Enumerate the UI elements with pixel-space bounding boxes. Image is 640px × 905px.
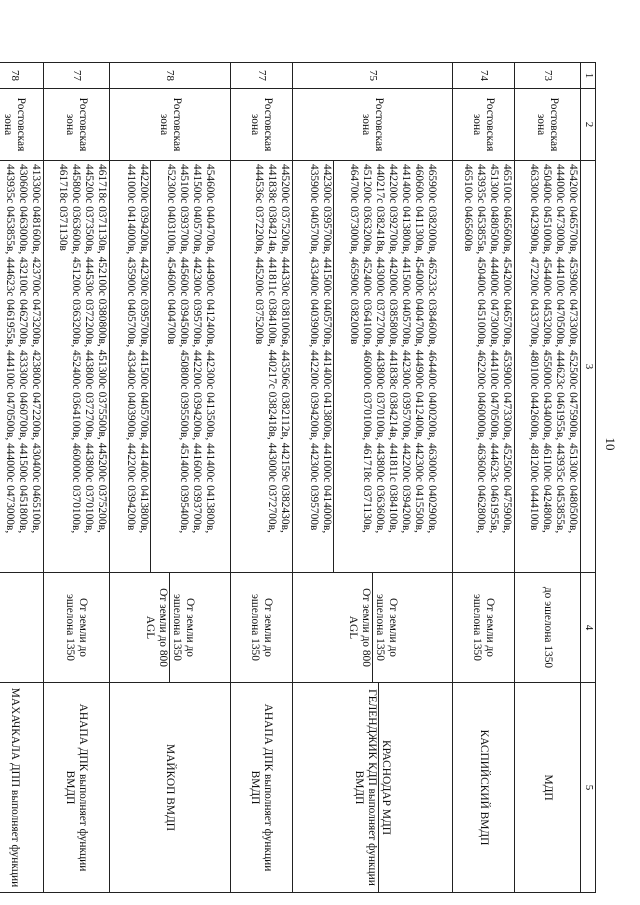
header-col-3: 3 <box>581 161 596 573</box>
row-number: 77 <box>231 63 293 89</box>
zone-cell: Ростовская зона <box>0 89 44 161</box>
table-row <box>110 63 231 893</box>
zone-cell: Ростовская зона <box>110 89 231 161</box>
row-number: 78 <box>0 63 44 89</box>
limits-cell <box>0 573 44 683</box>
row-number: 74 <box>453 63 515 89</box>
unit-cell: МДП <box>515 683 581 893</box>
row-number: 77 <box>44 63 110 89</box>
unit-cell <box>293 683 453 893</box>
coordinates-cell: 465100с 0465600в, 454200с 0465700в, 453900с 0473300в, 452500с 0475900в, 451300с 0480500в, 444000с 0473000в, 444100с 0470500в, 444623с 0461955в, 443935с 0453855в, 450400с 0451000в, 462200с 0460000в, 463600с 0462800в, 465100с 0465600в <box>453 161 515 573</box>
table-row <box>515 63 581 893</box>
zone-cell: Ростовская зона <box>293 89 453 161</box>
row-number: 73 <box>515 63 581 89</box>
table-row <box>0 63 44 893</box>
coordinates-subcell: 442200с 0394200в, 442300с 0395700в, 441500с 0405700в, 441400с 0413800в, 441000с 0414000в, 435900с 0405700в, 433400с 0403900в, 442200с 0394200в <box>124 161 151 572</box>
coordinates-cell: 445200с 0375200в, 444330с 0381006в, 443506с 0382112в, 442159с 0382430в, 441838с 0384214в, 441811с 0384100в, 440217с 0382418в, 443000с 0372700в, 444536с 0372200в, 445200с 0375200в <box>231 161 293 573</box>
unit-cell: МАЙКОП ВМДП <box>110 683 231 893</box>
unit-subcell: ГЕЛЕНДЖИК КДП выполняет функции ВМДП <box>353 683 380 892</box>
zone-cell: Ростовская зона <box>453 89 515 161</box>
coordinates-cell <box>110 161 231 573</box>
unit-cell: МАХАЧКАЛА ДПП выполняет функции <box>0 683 44 893</box>
limits-cell <box>293 573 453 683</box>
header-col-1: 1 <box>581 63 596 89</box>
zone-cell: Ростовская зона <box>44 89 110 161</box>
table-header-row <box>581 63 596 893</box>
page-number: 10 <box>603 437 618 451</box>
coordinates-cell: 454200с 0465700в, 453900с 0473300в, 452500с 0475900в, 451300с 0480500в, 444000с 0473000в, 444100с 0470500в, 444623с 0461955в, 443935с 0453855в, 450400с 0451000в, 454400с 0453200в, 455000с 0434000в, 461100с 0424800в, 463300с 0423900в, 472200с 0433700в, 480100с 0442600в, 481200с 0444100в <box>515 161 581 573</box>
row-number: 75 <box>293 63 453 89</box>
zone-cell: Ростовская зона <box>231 89 293 161</box>
rotated-table-wrapper <box>2 62 596 892</box>
coordinates-cell: 413300с 0481600в, 423700с 0473200в, 423800с 0472200в, 430400с 0465100в, 430600с 0463000в, 432100с 0462700в, 433300с 0460700в, 441500с 0451800в, 443935с 0453855в, 444623с 0461955в, 444100с 0470500в, 444000с 0473000в, <box>0 161 44 573</box>
unit-cell: АНАПА ДПК выполняет функции ВМДП <box>231 683 293 893</box>
limits-cell: От земли до эшелона 1350 <box>44 573 110 683</box>
limits-text: От земли до эшелона 1350 <box>171 594 197 661</box>
limits-text: От земли до эшелона 1350 <box>374 594 399 661</box>
row-number: 78 <box>110 63 231 89</box>
coordinates-subcell: 442300с 0395700в, 441500с 0405700в, 441400с 0413800в, 441000с 0414000в, 435900с 0405700в, 433400с 0403900в, 442200с 0394200в, 442300с 0395700в <box>307 161 334 572</box>
header-col-4: 4 <box>581 573 596 683</box>
zone-cell: Ростовская зона <box>515 89 581 161</box>
unit-cell: АНАПА ДПК выполняет функции ВМДП <box>44 683 110 893</box>
coordinates-cell: 461718с 0371130в, 452100с 0380800в, 451300с 0375500в, 445200с 0375200в, 445200с 0373500в, 444530с 0372200в, 443800с 0372700в, 443800с 0370100в, 445800с 0363600в, 451200с 0363200в, 452400с 0364100в, 460000с 0370100в, 461718с 0371130в <box>44 161 110 573</box>
coordinates-text: 454600с 0404700в, 444900с 0412400в, 442300с 0413500в, 441400с 0413800в, 441500с 0405700в, 442300с 0395700в, 442200с 0394200в, 441600с 0393700в, 445100с 0393700в, 445600с 0394500в, 450800с 0395500в, 451400с 0395400в, 452300с 0403100в, 454600с 0404700в <box>165 164 216 534</box>
table-row <box>44 63 110 893</box>
coordinates-cell <box>293 161 453 573</box>
table-row <box>231 63 293 893</box>
limits-cell <box>110 573 231 683</box>
unit-text: КРАСНОДАР МДП <box>380 740 393 835</box>
limits-cell: От земли до эшелона 1350 <box>453 573 515 683</box>
coordinates-text: 465900с 0382000в, 465233с 0384600в, 464400с 0400200в, 463000с 0402900в, 460600с 0411300в, 454000с 0404700в, 444900с 0412400в, 442300с 0415500в, 441400с 0413800в, 441500с 0405700в, 442300с 0395700в, 442200с 0394200в, 442200с 0392700в, 442000с 0385800в, 441838с 0384214в, 441811с 0384100в, 440217с 0382418в, 443000с 0372700в, 443800с 0370100в, 443800с 0363600в, 451200с 0363200в, 452400с 0364100в, 460000с 0370100в, 461718с 0371130в, 464700с 0373000в, 465900с 0382000в <box>348 164 438 534</box>
table-row <box>293 63 453 893</box>
unit-cell: КАСПИЙСКИЙ ВМДП <box>453 683 515 893</box>
airspace-table <box>0 62 596 893</box>
header-col-5: 5 <box>581 683 596 893</box>
limits-cell: От земли до эшелона 1350 <box>231 573 293 683</box>
limits-cell: до эшелона 1350 <box>515 573 581 683</box>
limits-subcell: От земли до 800 AGL <box>144 573 171 682</box>
table-row <box>453 63 515 893</box>
header-col-2: 2 <box>581 89 596 161</box>
limits-subcell: От земли до 800 AGL <box>346 573 373 682</box>
